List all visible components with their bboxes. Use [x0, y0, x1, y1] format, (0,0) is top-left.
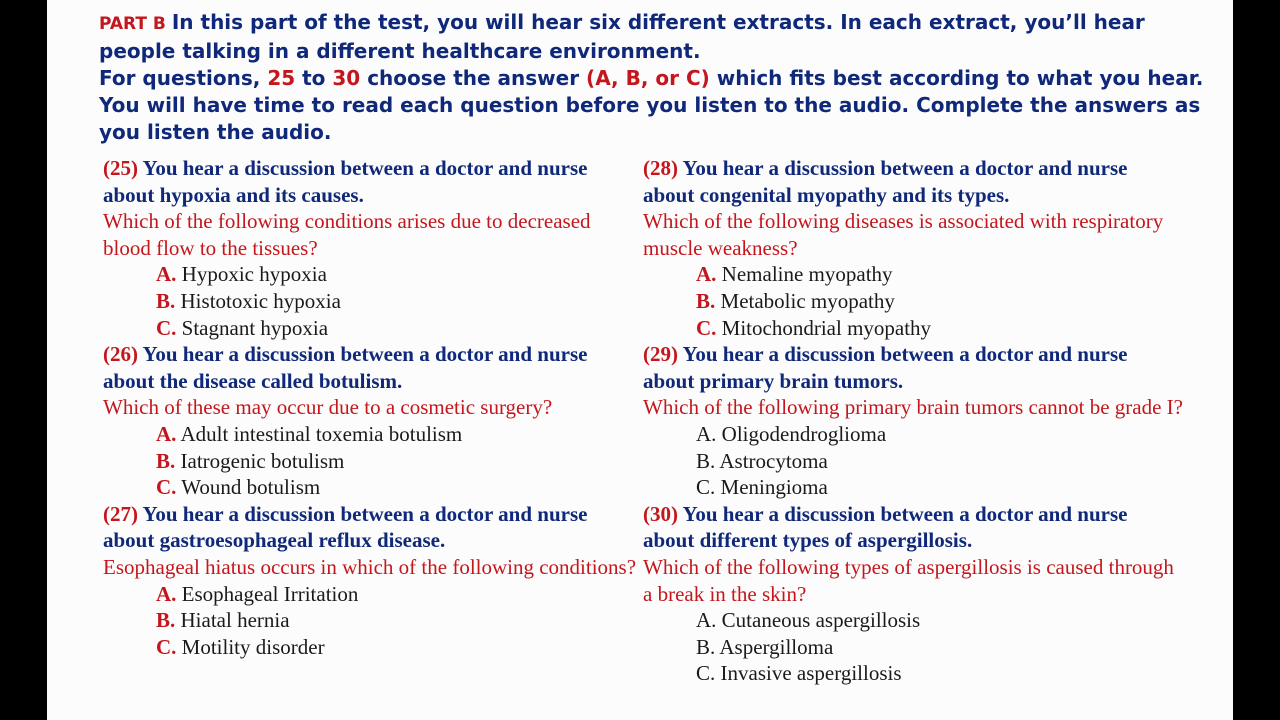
option-a — [103, 261, 643, 288]
option-text: Hiatal hernia — [180, 608, 290, 633]
option-letter: C. — [156, 634, 177, 659]
option-a — [643, 421, 1183, 448]
option-text: Adult intestinal toxemia botulism — [180, 421, 463, 446]
instructions-line-2 — [99, 65, 1209, 92]
part-label: PART B — [99, 14, 166, 34]
instructions — [99, 9, 1209, 146]
option-letter: B. — [696, 288, 716, 313]
left-column — [103, 155, 643, 660]
option-letter: A. — [696, 608, 717, 633]
option-letter: C. — [696, 315, 717, 340]
option-b — [103, 607, 643, 634]
option-letter: C. — [156, 315, 177, 340]
question-heading-text: You hear a discussion between a doctor and nurse about primary brain tumors. — [643, 342, 1128, 393]
option-text: Esophageal Irritation — [181, 581, 359, 606]
option-b — [643, 634, 1183, 661]
question-30 — [643, 501, 1183, 687]
option-letter: B. — [156, 448, 176, 473]
option-c — [103, 315, 643, 342]
question-number: (28) — [643, 156, 678, 180]
option-text: Iatrogenic botulism — [180, 448, 345, 473]
option-text: Metabolic myopathy — [720, 288, 895, 313]
option-letter: A. — [696, 262, 717, 287]
instructions-line-1 — [99, 9, 1209, 65]
option-c — [643, 315, 1183, 342]
option-text: Mitochondrial myopathy — [721, 315, 932, 340]
question-26 — [103, 341, 643, 501]
option-text: Astrocytoma — [719, 448, 828, 473]
question-text: Which of the following types of aspergillosis is caused through a break in the skin? — [643, 554, 1174, 606]
option-text: Hypoxic hypoxia — [181, 262, 327, 287]
option-text: Histotoxic hypoxia — [180, 288, 341, 313]
question-29 — [643, 341, 1183, 501]
option-letter: A. — [696, 421, 717, 446]
option-text: Oligodendroglioma — [721, 421, 887, 446]
option-letter: A. — [156, 262, 177, 287]
option-letter: C. — [696, 475, 716, 500]
question-heading — [103, 501, 643, 554]
option-letter: A. — [156, 421, 177, 446]
question-heading — [643, 155, 1183, 208]
option-c — [103, 474, 643, 501]
option-a — [643, 261, 1183, 288]
question-text: Which of the following conditions arises due to decreased blood flow to the tissues? — [103, 209, 591, 260]
instructions-line-3: You will have time to read each question before you listen to the audio. Complete the answers as you listen the audio. — [99, 93, 1201, 144]
option-b — [103, 288, 643, 315]
instructions-text: choose the answer — [360, 66, 587, 90]
question-28 — [643, 155, 1183, 341]
option-letter: B. — [156, 288, 176, 313]
option-a — [103, 581, 643, 608]
option-text: Nemaline myopathy — [721, 262, 893, 287]
question-27 — [103, 501, 643, 661]
question-number: (27) — [103, 501, 138, 526]
right-column — [643, 155, 1183, 687]
question-heading-text: You hear a discussion between a doctor and nurse about different types of aspergillosis. — [643, 501, 1128, 553]
question-heading-text: You hear a discussion between a doctor and nurse about the disease called botulism. — [103, 342, 588, 393]
question-range-start: 25 — [267, 66, 296, 90]
option-text: Cutaneous aspergillosis — [721, 608, 921, 633]
question-text: Which of the following diseases is associated with respiratory muscle weakness? — [643, 209, 1164, 260]
option-b — [643, 288, 1183, 315]
option-c — [103, 634, 643, 661]
answer-choices: (A, B, or C) — [586, 66, 710, 90]
question-heading — [643, 501, 1183, 554]
option-c — [643, 660, 1183, 687]
option-text: Stagnant hypoxia — [181, 315, 329, 340]
option-letter: B. — [696, 634, 716, 659]
option-letter: A. — [156, 581, 177, 606]
question-heading — [103, 155, 643, 208]
option-text: Aspergilloma — [719, 634, 834, 659]
option-letter: C. — [696, 661, 716, 686]
option-a — [643, 607, 1183, 634]
question-text: Esophageal hiatus occurs in which of the following conditions? — [103, 554, 637, 579]
question-number: (30) — [643, 501, 678, 526]
option-text: Meningioma — [720, 475, 828, 500]
question-range-end: 30 — [332, 66, 361, 90]
option-b — [643, 448, 1183, 475]
question-heading-text: You hear a discussion between a doctor and nurse about gastroesophageal reflux disease. — [103, 501, 588, 553]
question-heading-text: You hear a discussion between a doctor and nurse about congenital myopathy and its types. — [643, 156, 1128, 207]
worksheet-page — [47, 0, 1233, 720]
question-number: (25) — [103, 156, 138, 180]
instructions-text: For questions, — [99, 66, 268, 90]
option-letter: B. — [696, 448, 716, 473]
option-text: Invasive aspergillosis — [720, 661, 902, 686]
question-number: (26) — [103, 342, 138, 367]
option-letter: B. — [156, 608, 176, 633]
question-text: Which of the following primary brain tumors cannot be grade I? — [643, 395, 1183, 420]
instructions-text: to — [295, 66, 333, 90]
option-b — [103, 448, 643, 475]
instructions-intro: In this part of the test, you will hear six different extracts. In each extract, you’ll hear people talking in a different healthcare environment. — [99, 10, 1145, 63]
question-heading — [103, 341, 643, 394]
option-letter: C. — [156, 475, 177, 500]
option-text: Motility disorder — [181, 634, 325, 659]
question-25 — [103, 155, 643, 341]
question-number: (29) — [643, 342, 678, 367]
option-c — [643, 474, 1183, 501]
option-a — [103, 421, 643, 448]
question-heading-text: You hear a discussion between a doctor and nurse about hypoxia and its causes. — [103, 156, 588, 207]
instructions-text: which fits best according to what you hear. — [709, 66, 1204, 90]
question-heading — [643, 341, 1183, 394]
option-text: Wound botulism — [181, 475, 321, 500]
question-text: Which of these may occur due to a cosmetic surgery? — [103, 395, 553, 420]
